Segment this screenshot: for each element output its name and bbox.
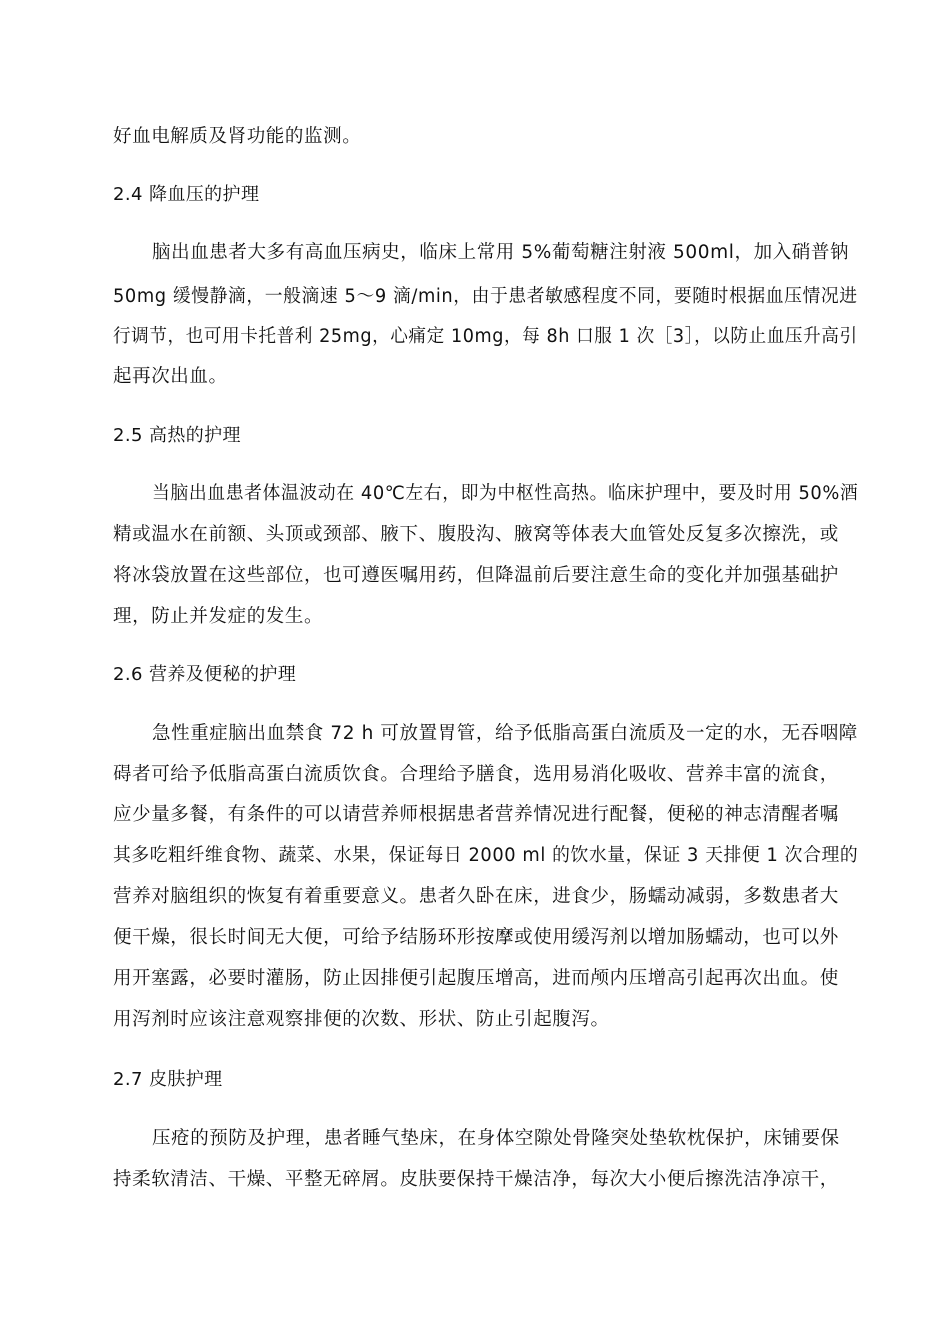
paragraph-line: 其多吃粗纤维食物、蔬菜、水果，保证每日 2000 ml 的饮水量，保证 3 天排便 1 次合理的 — [113, 845, 859, 866]
paragraph-line: 碍者可给予低脂高蛋白流质饮食。合理给予膳食，选用易消化吸收、营养丰富的流食， — [113, 764, 839, 785]
paragraph-line: 营养对脑组织的恢复有着重要意义。患者久卧在床，进食少，肠蠕动减弱，多数患者大 — [113, 886, 839, 907]
paragraph-line: 持柔软清洁、干燥、平整无碎屑。皮肤要保持干燥洁净，每次大小便后擦洗洁净凉干， — [113, 1169, 839, 1190]
paragraph-line: 将冰袋放置在这些部位，也可遵医嘱用药，但降温前后要注意生命的变化并加强基础护 — [113, 565, 839, 586]
paragraph-line: 起再次出血。 — [113, 366, 228, 387]
paragraph-line: 理，防止并发症的发生。 — [113, 606, 324, 627]
paragraph-line: 脑出血患者大多有高血压病史，临床上常用 5%葡萄糖注射液 500ml，加入硝普钠 — [152, 242, 850, 263]
paragraph-line: 用开塞露，必要时灌肠，防止因排便引起腹压增高，进而颅内压增高引起再次出血。使 — [113, 968, 839, 989]
section-heading: 2.4 降血压的护理 — [113, 184, 260, 205]
paragraph-line: 压疮的预防及护理，患者睡气垫床，在身体空隙处骨隆突处垫软枕保护，床铺要保 — [152, 1128, 840, 1149]
paragraph-line: 50mg 缓慢静滴，一般滴速 5～9 滴/min，由于患者敏感程度不同，要随时根据血压情况进 — [113, 286, 858, 307]
section-heading: 2.7 皮肤护理 — [113, 1069, 223, 1090]
section-heading: 2.5 高热的护理 — [113, 425, 241, 446]
paragraph-line: 急性重症脑出血禁食 72 h 可放置胃管，给予低脂高蛋白流质及一定的水，无吞咽障 — [152, 723, 858, 744]
paragraph-line: 当脑出血患者体温波动在 40℃左右，即为中枢性高热。临床护理中，要及时用 50%酒 — [152, 483, 859, 504]
section-heading: 2.6 营养及便秘的护理 — [113, 664, 297, 685]
paragraph-line: 用泻剂时应该注意观察排便的次数、形状、防止引起腹泻。 — [113, 1009, 610, 1030]
paragraph-line: 好血电解质及肾功能的监测。 — [113, 126, 362, 147]
paragraph-line: 精或温水在前额、头顶或颈部、腋下、腹股沟、腋窝等体表大血管处反复多次擦洗，或 — [113, 524, 839, 545]
paragraph-line: 应少量多餐，有条件的可以请营养师根据患者营养情况进行配餐，便秘的神志清醒者嘱 — [113, 804, 839, 825]
paragraph-line: 行调节，也可用卡托普利 25mg，心痛定 10mg，每 8h 口服 1 次［3］，以防止血压升高引 — [113, 326, 858, 347]
paragraph-line: 便干燥，很长时间无大便，可给予结肠环形按摩或使用缓泻剂以增加肠蠕动，也可以外 — [113, 927, 839, 948]
